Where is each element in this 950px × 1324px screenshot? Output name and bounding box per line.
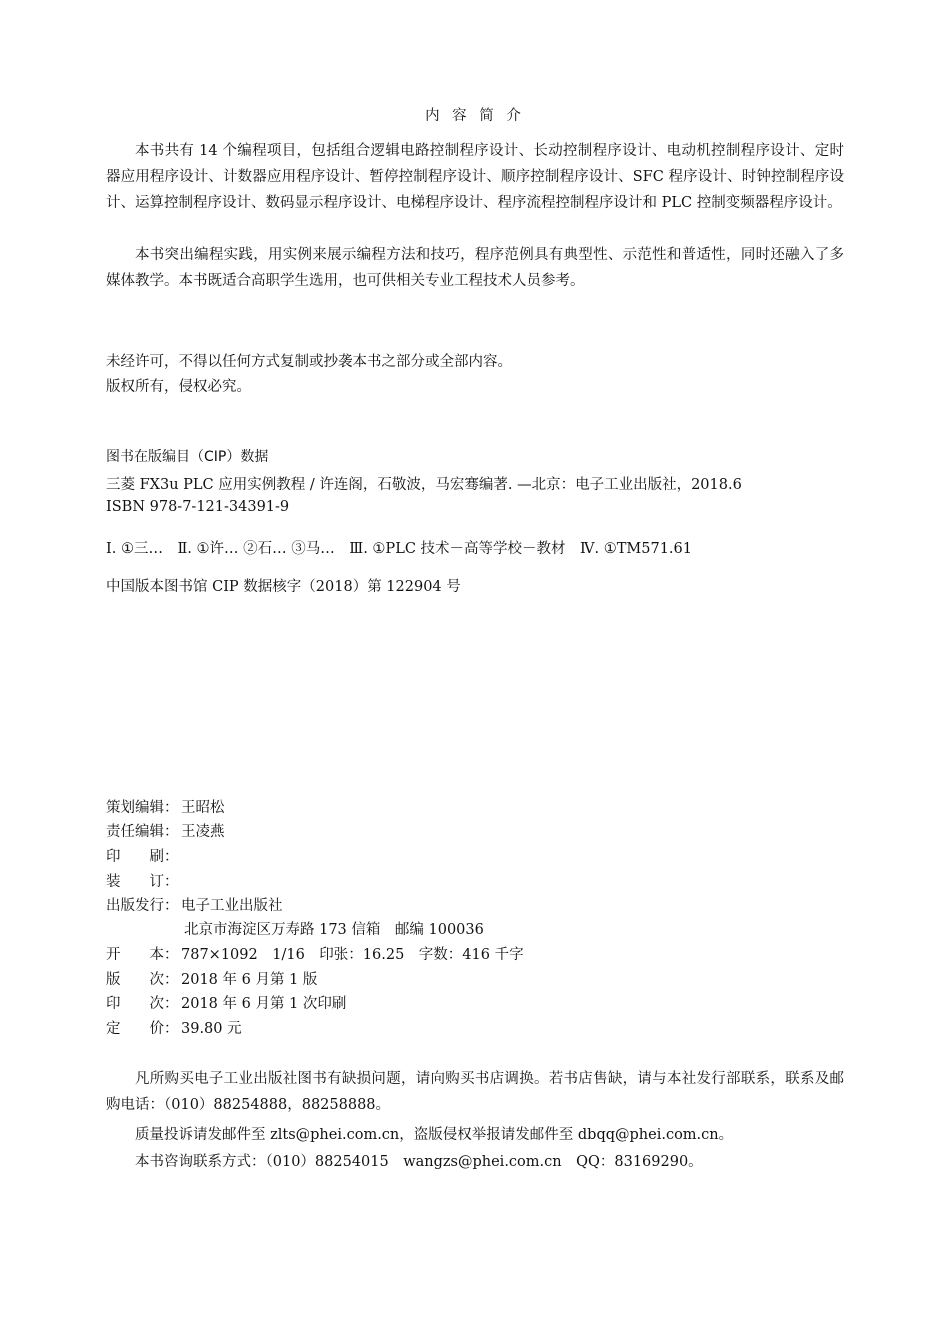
imprint-label: 定 价： — [106, 1021, 179, 1037]
imprint-label: 版 次： — [106, 972, 179, 988]
imprint-label: 责任编辑： — [106, 824, 179, 840]
imprint-value: 电子工业出版社 — [181, 898, 283, 914]
imprint-publisher — [106, 894, 283, 915]
summary-title: 内 容 简 介 — [425, 108, 525, 124]
cip-heading: 图书在版编目（CIP）数据 — [106, 449, 269, 465]
imprint-value: 王凌燕 — [181, 824, 225, 840]
imprint-label: 印 刷： — [106, 849, 179, 865]
imprint-address: 北京市海淀区万寿路 173 信箱 邮编 100036 — [184, 922, 484, 938]
imprint-value: 39.80 元 — [181, 1021, 242, 1037]
imprint-value: 2018 年 6 月第 1 次印刷 — [181, 996, 347, 1012]
imprint-planning-editor — [106, 796, 225, 817]
imprint-edition — [106, 968, 317, 989]
imprint-label: 装 订： — [106, 874, 179, 890]
imprint-printing — [106, 845, 181, 866]
imprint-label: 印 次： — [106, 996, 179, 1012]
cip-isbn: ISBN 978-7-121-34391-9 — [106, 499, 290, 515]
notice-paragraph-3: 本书咨询联系方式：（010）88254015 wangzs@phei.com.cn QQ：83169290。 — [135, 1154, 703, 1170]
imprint-value: 王昭松 — [181, 800, 225, 816]
copyright-reserved: 版权所有，侵权必究。 — [106, 379, 251, 395]
summary-paragraph-2: 本书突出编程实践，用实例来展示编程方法和技巧，程序范例具有典型性、示范性和普适性，同时还融入了多媒体教学。本书既适合高职学生选用，也可供相关专业工程技术人员参考。 — [106, 247, 844, 289]
notice-paragraph-1: 凡所购买电子工业出版社图书有缺损问题，请向购买书店调换。若书店售缺，请与本社发行部联系，联系及邮购电话：（010）88254888，88258888。 — [106, 1071, 844, 1113]
imprint-format — [106, 943, 524, 964]
imprint-value: 787×1092 1/16 印张：16.25 字数：416 千字 — [181, 947, 524, 963]
imprint-responsible-editor — [106, 820, 225, 841]
imprint-label: 出版发行： — [106, 898, 179, 914]
imprint-label: 策划编辑： — [106, 800, 179, 816]
summary-paragraph-1: 本书共有 14 个编程项目，包括组合逻辑电路控制程序设计、长动控制程序设计、电动机控制程序设计、定时器应用程序设计、计数器应用程序设计、暂停控制程序设计、顺序控制程序设计、SFC 程序设计、时钟控制程序设计、运算控制程序设计、数码显示程序设计、电梯程序设计、程序流程控制程序设计和 PLC 控制变频器程序设计。 — [106, 143, 844, 211]
imprint-binding — [106, 870, 181, 891]
imprint-value: 2018 年 6 月第 1 版 — [181, 972, 318, 988]
notice-paragraph-2: 质量投诉请发邮件至 zlts@phei.com.cn，盗版侵权举报请发邮件至 dbqq@phei.com.cn。 — [135, 1127, 734, 1143]
cip-classification: Ⅰ. ①三… Ⅱ. ①许… ②石… ③马… Ⅲ. ①PLC 技术－高等学校－教材 Ⅳ. ①TM571.61 — [106, 541, 692, 557]
copyright-notice: 未经许可，不得以任何方式复制或抄袭本书之部分或全部内容。 — [106, 354, 512, 370]
imprint-price — [106, 1017, 242, 1038]
imprint-label: 开 本： — [106, 947, 179, 963]
cip-core-number: 中国版本图书馆 CIP 数据核字（2018）第 122904 号 — [106, 579, 461, 595]
imprint-impression — [106, 992, 346, 1013]
cip-bibliographic: 三菱 FX3u PLC 应用实例教程 / 许连阁，石敬波，马宏骞编著. —北京：电子工业出版社，2018.6 — [106, 477, 742, 493]
